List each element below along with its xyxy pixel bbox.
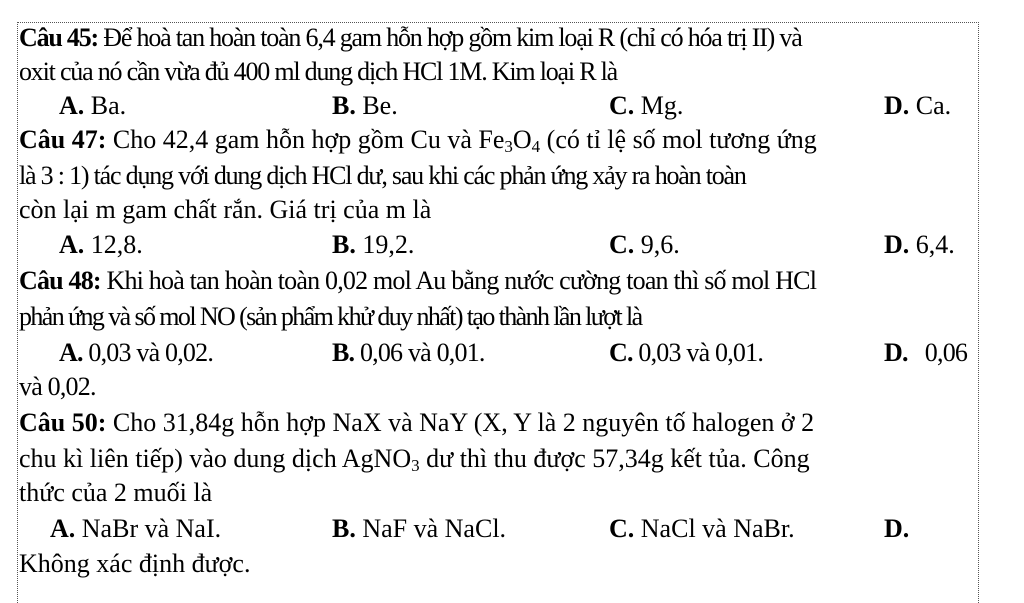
question-45-label: Câu 45:: [19, 23, 98, 52]
question-48-option-a: A. 0,03 và 0,02.: [59, 338, 214, 367]
question-45-line-1: Câu 45: Để hoà tan hoàn toàn 6,4 gam hỗn hợp gồm kim loại R (chỉ có hóa trị II) và: [19, 23, 802, 52]
question-50-option-a: A. NaBr và NaI.: [50, 514, 222, 543]
question-50-continuation: Không xác định được.: [19, 549, 251, 578]
question-50-option-b: B. NaF và NaCl.: [332, 514, 507, 543]
question-45-option-d: D. Ca.: [884, 91, 952, 120]
question-45-option-c: C. Mg.: [609, 91, 684, 120]
question-45-option-a: A. Ba.: [59, 91, 127, 120]
question-50-line-2: chu kì liên tiếp) vào dung dịch AgNO$_3$ dư thì thu được 57,34g kết tủa. Công: [19, 444, 810, 475]
question-48-continuation: và 0,02.: [19, 372, 96, 401]
question-48-option-d: D. 0,06: [884, 338, 968, 367]
question-47-line-3: còn lại m gam chất rắn. Giá trị của m là: [19, 195, 432, 224]
question-48-line-1: Câu 48: Khi hoà tan hoàn toàn 0,02 mol Au bằng nước cường toan thì số mol HCl: [19, 266, 817, 295]
question-48-line-2: phản ứng và số mol NO (sản phẩm khử duy nhất) tạo thành lần lượt là: [19, 302, 642, 331]
question-45-line-2: oxit của nó cần vừa đủ 400 ml dung dịch HCl 1M. Kim loại R là: [19, 57, 618, 86]
question-50-option-d: D.: [884, 514, 910, 543]
question-48-option-c: C. 0,03 và 0,01.: [609, 338, 764, 367]
question-47-line-2: là 3 : 1) tác dụng với dung dịch HCl dư, sau khi các phản ứng xảy ra hoàn toàn: [19, 161, 746, 190]
question-50-label: Câu 50:: [19, 408, 107, 437]
question-47-label: Câu 47:: [19, 125, 107, 154]
question-47-line-1: Câu 47: Cho 42,4 gam hỗn hợp gồm Cu và $Fe_3O_4$ (có tỉ lệ số mol tương ứng: [19, 125, 817, 156]
question-47-option-d: D. 6,4.: [884, 230, 955, 259]
question-47-option-a: A. 12,8.: [59, 230, 143, 259]
question-47-option-b: B. 19,2.: [332, 230, 415, 259]
question-47-option-c: C. 9,6.: [609, 230, 680, 259]
question-48-option-b: B. 0,06 và 0,01.: [332, 338, 485, 367]
question-48-label: Câu 48:: [19, 266, 101, 295]
question-45-option-b: B. Be.: [332, 91, 398, 120]
question-50-line-3: thức của 2 muối là: [19, 478, 213, 507]
question-50-line-1: Câu 50: Cho 31,84g hỗn hợp NaX và NaY (X, Y là 2 nguyên tố halogen ở 2: [19, 408, 815, 437]
question-50-option-c: C. NaCl và NaBr.: [609, 514, 795, 543]
